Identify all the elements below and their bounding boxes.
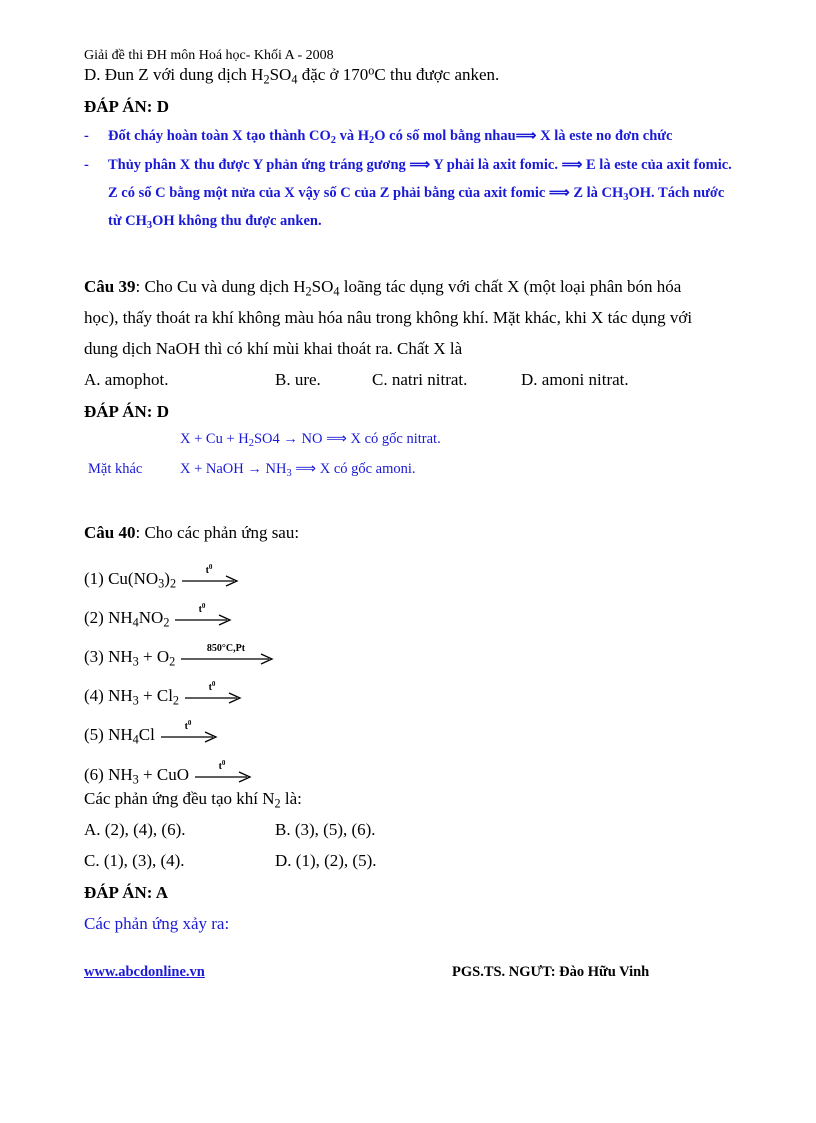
q39-equation-2-label: Mặt khác (88, 461, 143, 477)
prev-option-d-text-d: C thu được anken. (374, 65, 500, 84)
eq2-d: X có gốc amoni. (316, 461, 416, 477)
reaction-condition: $t^0$ (218, 759, 226, 772)
q40-intro (84, 523, 299, 543)
reaction-formula-part: NO (138, 608, 164, 627)
eq1-b: SO4 (253, 431, 284, 447)
eq2-b: NH (261, 461, 287, 477)
sup: o (368, 63, 375, 78)
implies-arrow-icon: ⟹ (515, 128, 537, 144)
prev-option-d-text-b: SO (269, 65, 292, 84)
line-3-text-b: OH không thu được anken. (152, 213, 322, 229)
reaction-arrow-icon (179, 640, 275, 666)
reaction-arrow-icon (183, 679, 243, 705)
prev-bullet-2-dash: - (84, 157, 89, 173)
sub: 2 (248, 437, 254, 449)
line-2-text-b: OH. Tách nước (628, 185, 725, 201)
q39-label: Câu 39 (84, 277, 136, 296)
sub: 3 (132, 654, 139, 669)
q40-answer: ĐÁP ÁN: A (84, 883, 169, 902)
reaction-formula-part: NH (108, 725, 133, 744)
q39-text-a: : Cho Cu và dung dịch H (135, 277, 306, 296)
q40-option-c: C. (1), (3), (4). (84, 851, 185, 870)
q40-question-a: Các phản ứng đều tạo khí N (84, 789, 275, 808)
q40-label: Câu 40 (84, 523, 136, 542)
q40-question (84, 789, 302, 809)
reaction-number: (5) (84, 725, 109, 744)
sub: 3 (286, 467, 292, 479)
reaction-number: (1) (84, 569, 109, 588)
q39-text-line-2: học), thấy thoát ra khí không màu hóa nâu trong không khí. Mặt khác, khi X tác dụng với (84, 308, 693, 327)
sub: 4 (132, 615, 139, 630)
sub: 3 (132, 772, 139, 787)
sub: 2 (369, 134, 375, 146)
prev-option-d-text-c: đặc ở 170 (297, 65, 369, 84)
q39-text-c: loãng tác dụng với chất X (một loại phân bón hóa (339, 277, 682, 296)
sub: 2 (263, 72, 270, 87)
reaction-condition: $t^0$ (184, 719, 192, 732)
sub: 3 (146, 219, 153, 231)
sub: 3 (623, 191, 629, 203)
reaction-formula-part: NH (108, 608, 133, 627)
sub: 4 (333, 284, 340, 299)
prev-answer: ĐÁP ÁN: D (84, 97, 169, 116)
eq1-d: X có gốc nitrat. (346, 431, 441, 447)
reaction-formula-part: NH (108, 647, 133, 666)
sub: 3 (158, 576, 165, 591)
sub: 2 (163, 615, 170, 630)
eq2-a: X + NaOH (180, 461, 248, 477)
sub: 2 (169, 654, 176, 669)
q39-answer: ĐÁP ÁN: D (84, 402, 169, 421)
q40-reaction (84, 562, 240, 589)
sub: 3 (132, 693, 139, 708)
reaction-arrow-icon: → (247, 461, 262, 477)
reaction-formula-part: ) (164, 569, 170, 588)
footer-website-link[interactable]: www.abcdonline.vn (84, 964, 205, 980)
eq1-c: NO (297, 431, 327, 447)
q39-text-b: SO (311, 277, 334, 296)
q39-text-line-3: dung dịch NaOH thì có khí mùi khai thoát ra. Chất X là (84, 339, 463, 358)
prev-bullet-2-line-2 (108, 185, 724, 202)
prev-option-d (84, 65, 499, 85)
q39-option-b: B. ure. (275, 370, 321, 389)
reaction-condition: 850°C,Pt (207, 643, 246, 654)
implies-arrow-icon: ⟹ (326, 431, 347, 447)
line-3-text-a: từ CH (108, 213, 147, 229)
eq1-a: X + Cu + H (180, 431, 249, 447)
q40-option-a: A. (2), (4), (6). (84, 820, 186, 839)
reaction-arrow-icon (180, 562, 240, 588)
q40-reaction (84, 718, 219, 745)
prev-bullet-2-line-1: Thủy phân X thu được Y phản ứng tráng gương ⟹ Y phải là axit fomic. ⟹ E là este của axit fomic. (108, 157, 732, 173)
prev-bullet-2-line-3 (108, 213, 322, 230)
bullet-1-text-a: Đốt cháy hoàn toàn X tạo thành CO (108, 128, 331, 144)
prev-bullet-1-dash: - (84, 128, 89, 144)
reaction-number: (3) (84, 647, 109, 666)
implies-arrow-icon: ⟹ (295, 461, 317, 477)
reaction-number: (4) (84, 686, 109, 705)
prev-bullet-1 (108, 128, 672, 145)
q40-intro-text: : Cho các phản ứng sau: (135, 523, 300, 542)
q40-reaction (84, 758, 253, 785)
q40-option-d: D. (1), (2), (5). (275, 851, 377, 870)
line-2-text-a: Z có số C bằng một nửa của X vậy số C của Z phải bằng của axit fomic ⟹ Z là CH (108, 185, 624, 201)
reaction-condition: $t^0$ (205, 563, 213, 576)
reaction-formula-part: + CuO (138, 765, 189, 784)
reaction-formula-part: + O (138, 647, 170, 666)
q39-text-line-1 (84, 277, 681, 297)
q40-followup: Các phản ứng xảy ra: (84, 914, 230, 933)
q40-option-b: B. (3), (5), (6). (275, 820, 376, 839)
sub: 2 (172, 693, 180, 708)
sub: 2 (169, 576, 177, 591)
sub: 2 (305, 284, 312, 299)
q40-question-b: là: (280, 789, 302, 808)
reaction-arrow-icon (173, 601, 233, 627)
sub: 4 (291, 72, 298, 87)
q40-reaction (84, 640, 275, 667)
bullet-1-text-c: O có số mol bằng nhau (374, 128, 516, 144)
reaction-arrow-icon (193, 758, 253, 784)
q40-reaction (84, 679, 243, 706)
reaction-formula-part: Cl (138, 725, 155, 744)
reaction-formula-part: + Cl (138, 686, 173, 705)
bullet-1-text-d: X là este no đơn chức (536, 128, 673, 144)
reaction-arrow-icon (159, 718, 219, 744)
q39-option-c: C. natri nitrat. (372, 370, 468, 389)
reaction-condition: $t^0$ (208, 680, 216, 693)
sub: 4 (132, 732, 139, 747)
reaction-formula-part: NH (108, 765, 133, 784)
bullet-1-text-b: và H (336, 128, 370, 144)
q39-equation-2 (180, 461, 416, 478)
q39-equation-1 (180, 431, 441, 448)
q39-option-d: D. amoni nitrat. (521, 370, 629, 389)
q39-option-a: A. amophot. (84, 370, 169, 389)
reaction-number: (2) (84, 608, 109, 627)
footer-author: PGS.TS. NGƯT: Đào Hữu Vinh (452, 964, 650, 980)
reaction-formula-part: NH (108, 686, 133, 705)
prev-option-d-text-a: D. Đun Z với dung dịch H (84, 65, 264, 84)
reaction-condition: $t^0$ (199, 602, 206, 615)
page-header: Giải đề thi ĐH môn Hoá học- Khối A - 2008 (84, 48, 334, 63)
reaction-arrow-icon: → (283, 431, 298, 447)
reaction-number: (6) (84, 765, 109, 784)
reaction-formula-part: Cu(NO (108, 569, 159, 588)
sub: 2 (330, 134, 336, 146)
q40-reaction (84, 601, 233, 628)
sub: 2 (274, 796, 281, 811)
